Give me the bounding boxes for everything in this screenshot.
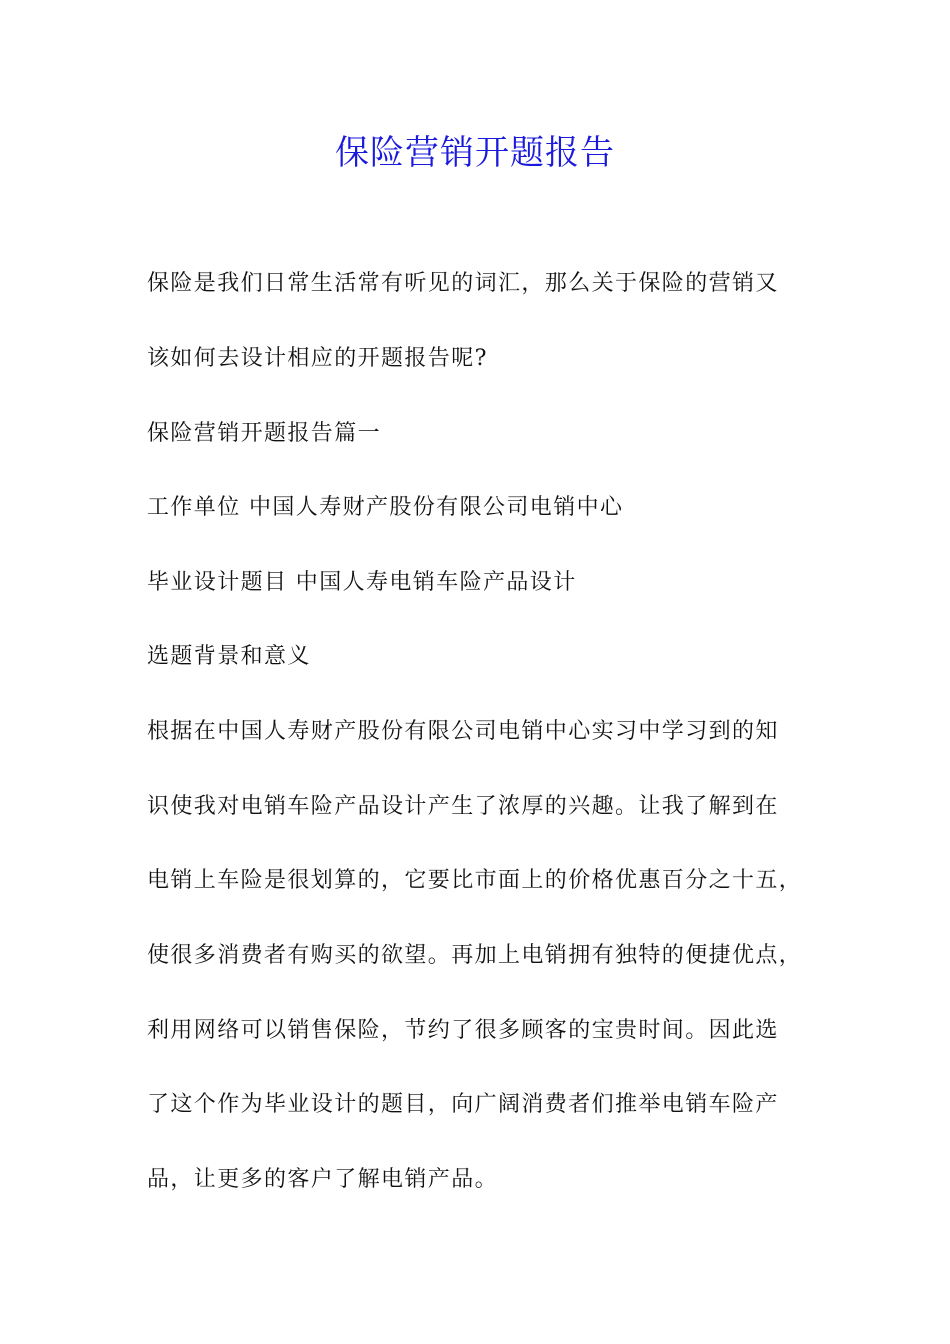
paragraph-line-1: 根据在中国人寿财产股份有限公司电销中心实习中学习到的知 xyxy=(147,719,779,744)
intro-line-2: 该如何去设计相应的开题报告呢? xyxy=(147,346,488,371)
paragraph-line-6: 了这个作为毕业设计的题目，向广阔消费者们推举电销车险产 xyxy=(147,1092,779,1117)
work-unit-line: 工作单位 中国人寿财产股份有限公司电销中心 xyxy=(147,495,624,520)
section-heading: 保险营销开题报告篇一 xyxy=(147,421,382,446)
paragraph-line-3: 电销上车险是很划算的，它要比市面上的价格优惠百分之十五， xyxy=(147,868,803,893)
document-title: 保险营销开题报告 xyxy=(335,133,615,173)
paragraph-line-7: 品，让更多的客户了解电销产品。 xyxy=(147,1167,499,1192)
paragraph-line-5: 利用网络可以销售保险，节约了很多顾客的宝贵时间。因此选 xyxy=(147,1018,779,1043)
design-topic-line: 毕业设计题目 中国人寿电销车险产品设计 xyxy=(147,570,577,595)
paragraph-line-2: 识使我对电销车险产品设计产生了浓厚的兴趣。让我了解到在 xyxy=(147,794,779,819)
background-heading: 选题背景和意义 xyxy=(147,644,311,669)
paragraph-line-4: 使很多消费者有购买的欲望。再加上电销拥有独特的便捷优点， xyxy=(147,943,803,968)
intro-line-1: 保险是我们日常生活常有听见的词汇，那么关于保险的营销又 xyxy=(147,271,779,296)
